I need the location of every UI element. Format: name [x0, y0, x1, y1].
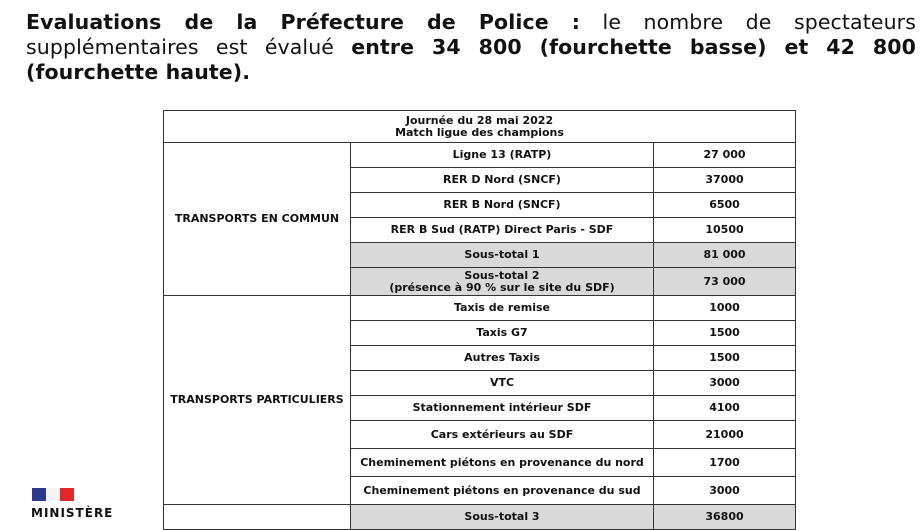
category-empty — [164, 505, 351, 530]
header-date: Journée du 28 mai 2022 — [405, 113, 554, 127]
row-label: Autres Taxis — [351, 346, 654, 371]
row-label: VTC — [351, 371, 654, 396]
category-transports-particuliers: TRANSPORTS PARTICULIERS — [164, 296, 351, 505]
subtotal-value: 73 000 — [654, 268, 796, 296]
subtotal-row — [164, 505, 796, 530]
subtotal-label: Sous-total 1 — [351, 243, 654, 268]
ministry-logo — [28, 483, 168, 523]
intro-bold-range: entre 34 800 (fourchette basse) et 42 800 (fourchette haute). — [26, 35, 916, 84]
row-label: Cheminement piétons en provenance du nord — [351, 449, 654, 477]
row-value: 10500 — [654, 218, 796, 243]
subtotal-value: 36800 — [654, 505, 796, 530]
intro-paragraph — [26, 10, 916, 85]
row-label: RER B Nord (SNCF) — [351, 193, 654, 218]
row-value: 1500 — [654, 321, 796, 346]
row-label: Taxis G7 — [351, 321, 654, 346]
subtotal-label-line1: Sous-total 2 — [464, 268, 540, 282]
table-header-row — [164, 111, 796, 143]
row-value: 3000 — [654, 371, 796, 396]
row-label: Stationnement intérieur SDF — [351, 396, 654, 421]
row-value: 37000 — [654, 168, 796, 193]
row-label: Ligne 13 (RATP) — [351, 143, 654, 168]
row-value: 21000 — [654, 421, 796, 449]
subtotal-label-line2: (présence à 90 % sur le site du SDF) — [389, 280, 615, 294]
row-value: 27 000 — [654, 143, 796, 168]
table-header — [164, 111, 796, 143]
table-row — [164, 296, 796, 321]
row-value: 3000 — [654, 477, 796, 505]
table-row — [164, 143, 796, 168]
subtotal-value: 81 000 — [654, 243, 796, 268]
row-value: 1500 — [654, 346, 796, 371]
row-value: 1700 — [654, 449, 796, 477]
subtotal-label — [351, 268, 654, 296]
row-label: Taxis de remise — [351, 296, 654, 321]
intro-bold-lead: Evaluations de la Préfecture de Police : — [26, 10, 581, 34]
row-label: RER B Sud (RATP) Direct Paris - SDF — [351, 218, 654, 243]
row-label: Cheminement piétons en provenance du sud — [351, 477, 654, 505]
subtotal-label: Sous-total 3 — [351, 505, 654, 530]
spectators-table — [163, 110, 796, 530]
category-transports-en-commun: TRANSPORTS EN COMMUN — [164, 143, 351, 296]
row-value: 1000 — [654, 296, 796, 321]
french-flag-icon — [32, 488, 74, 501]
row-label: RER D Nord (SNCF) — [351, 168, 654, 193]
intro-text: le nombre de spectateurs supplémentaires est évalué — [26, 10, 916, 59]
header-match: Match ligue des champions — [395, 125, 564, 139]
row-value: 6500 — [654, 193, 796, 218]
row-value: 4100 — [654, 396, 796, 421]
ministry-label: MINISTÈRE — [31, 506, 114, 520]
row-label: Cars extérieurs au SDF — [351, 421, 654, 449]
